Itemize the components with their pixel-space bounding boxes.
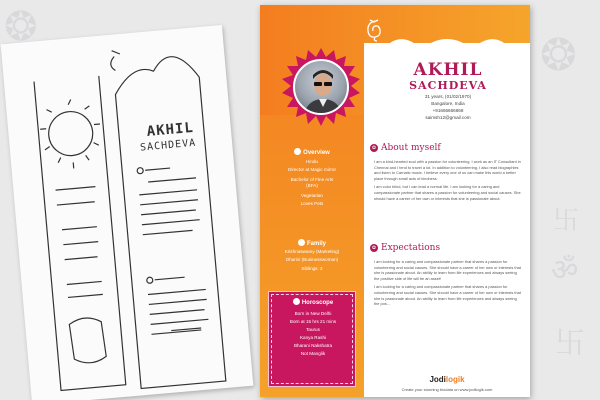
horoscope-item: Not Manglik: [300, 351, 326, 356]
family-item: Dharini (Businesswoman): [285, 257, 339, 263]
about-paragraph: I am color blind, but I can lead a normal life. I am looking for a caring and compassionate partner that shares a passion for volunteering and social causes. She should have a career of her own or interests that she is passionate about.: [374, 184, 521, 201]
overview-item: Hindu: [305, 159, 318, 164]
expectations-paragraph: I am looking for a caring and compassionate partner that shares a passion for volunteering and social causes. She should have a career of her own or interests that she is passionate about. An ability to learn from life experiences and always seeing the pos...: [374, 284, 521, 307]
name-last: SACHDEVA: [409, 79, 487, 92]
horoscope-item: Kanya Rashi: [299, 335, 327, 340]
overview-item: Bachelor of Fine Arts: [290, 176, 334, 182]
contact-city: Bangalore, India: [431, 101, 465, 106]
footer-tagline: Create your stunning biodata on www.jodilogik.com: [401, 387, 493, 392]
horoscope-item: Born in New Delhi: [294, 311, 332, 316]
name-first: AKHIL: [413, 60, 483, 80]
horoscope-item: Bharani Nakshatra: [293, 343, 333, 348]
expectations-icon: ✿: [371, 245, 377, 251]
overview-icon: [294, 148, 301, 155]
expectations-title: ✿ Expectations: [371, 243, 441, 253]
overview-item: Director at Magic mirror: [288, 167, 336, 173]
family-title: Family: [260, 239, 364, 247]
overview-title: Overview: [260, 148, 364, 156]
background-decoration: ❂: [4, 4, 38, 50]
family-item: Krishnaswamy (Marketing): [284, 249, 340, 254]
about-title: ✿ About myself: [371, 143, 441, 153]
about-text: [374, 159, 522, 201]
overview-item: (BFA): [306, 182, 318, 188]
contact-phone: +91666666668: [432, 108, 464, 113]
jodilogik-logo: Jodilogik: [429, 375, 465, 384]
sketch-name-first: AKHIL: [146, 119, 195, 140]
about-paragraph: I am a kind-hearted soul with a passion for volunteering. I work as an IT Consultant in Chennai and I tend to travel a lot. In addition to volunteering, I also read biographies and listen to Carnatic music. I believe every one of us can make this world a better place through small acts of kindness.: [374, 159, 521, 181]
ganesha-icon: [362, 17, 388, 43]
family-list: [260, 248, 364, 273]
background-decoration: 卐: [555, 326, 585, 361]
profile-photo-frame: [282, 48, 360, 126]
background-decoration: ❂: [540, 30, 577, 81]
background-decoration: 卐: [553, 206, 580, 236]
overview-list: [260, 158, 364, 209]
sketch-name-last: SACHDEVA: [139, 137, 197, 154]
expectations-text: [374, 259, 522, 307]
horoscope-icon: [293, 298, 300, 305]
horoscope-list: [269, 310, 357, 358]
profile-photo: [293, 59, 349, 115]
overview-item: Loves Pets: [300, 201, 324, 207]
horoscope-title: Horoscope: [269, 298, 357, 306]
family-item: Siblings: 2: [301, 265, 323, 271]
sketch-paper: [1, 25, 254, 400]
contact-block: [368, 93, 528, 121]
sketch-drawing: [1, 25, 254, 400]
family-icon: [298, 239, 305, 246]
horoscope-box: [268, 291, 356, 387]
biodata-sheet: [260, 5, 530, 397]
horoscope-item: Born at 15 hrs 21 mins: [289, 319, 337, 324]
overview-item: Vegetarian: [301, 192, 323, 198]
expectations-paragraph: I am looking for a caring and compassionate partner that shares a passion for volunteering and social causes. She should have a career of her own or interests that she is passionate about. An ability to learn from life experiences and always seeing the positive side of life will be an asset!: [374, 259, 521, 281]
contact-age: 31 years, (01/02/1970): [424, 94, 472, 99]
background-decoration: ॐ: [551, 253, 579, 288]
contact-email: saimsh12@gmail.com: [425, 115, 471, 120]
about-icon: ✿: [371, 145, 377, 151]
horoscope-item: Taurus: [306, 327, 320, 332]
